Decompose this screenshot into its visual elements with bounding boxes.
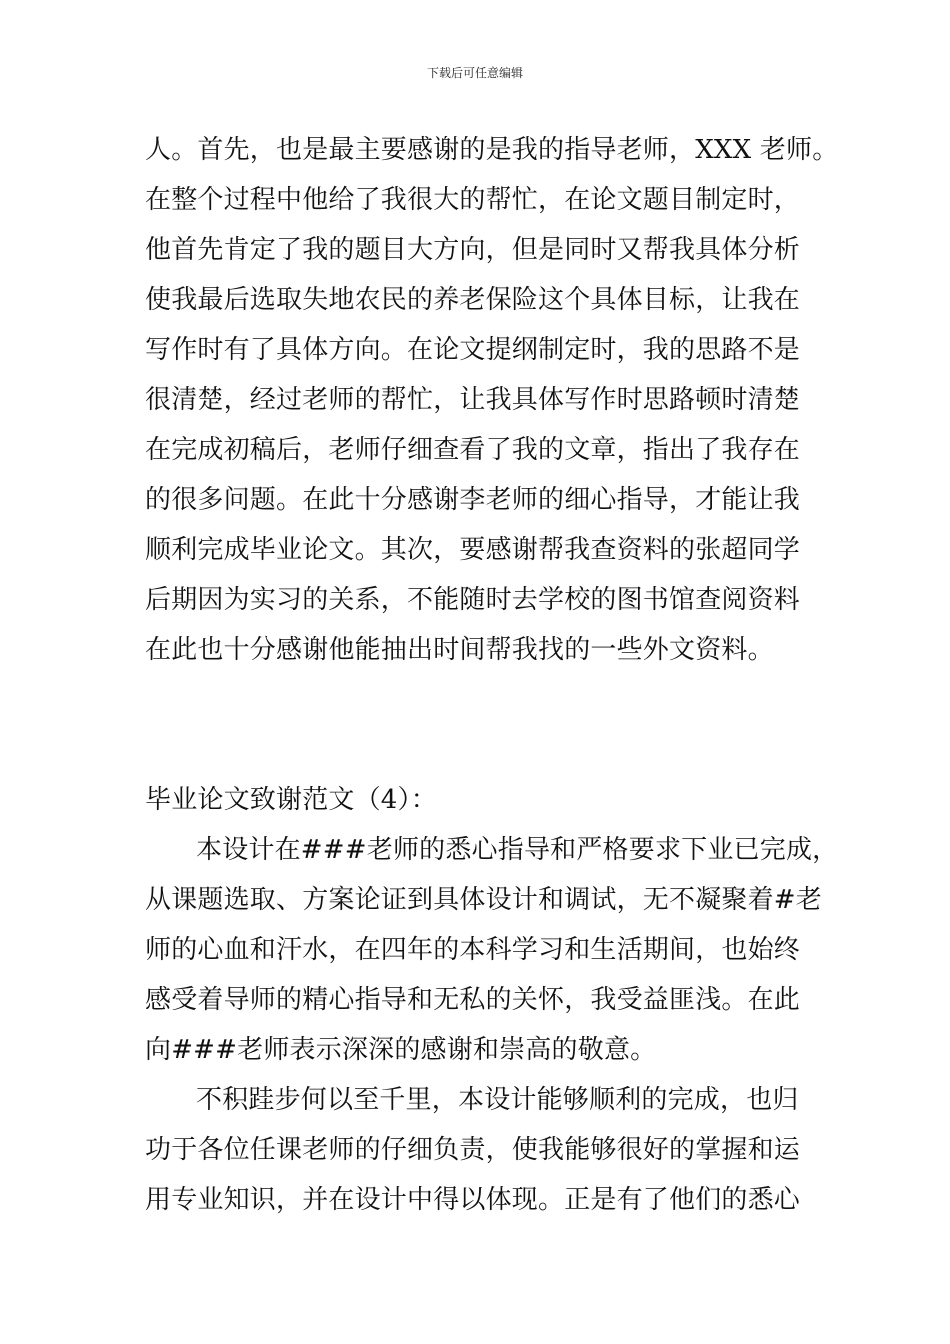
text-line: 感受着导师的精心指导和无私的关怀，我受益匪浅。在此 [145,985,801,1015]
text-line: 本设计在###老师的悉心指导和严格要求下业已完成， [196,835,839,865]
text-line: 功于各位任课老师的仔细负责，使我能够很好的掌握和运 [145,1135,801,1165]
text-line: 后期因为实习的关系，不能随时去学校的图书馆查阅资料 [145,585,801,615]
text-line: 从课题选取、方案论证到具体设计和调试，无不凝聚着#老 [145,885,822,915]
page-header: 下载后可任意编辑 [426,66,523,80]
text-line: 向###老师表示深深的感谢和崇高的敬意。 [145,1035,657,1065]
text-line: 顺利完成毕业论文。其次，要感谢帮我查资料的张超同学 [145,535,801,565]
text-line: 很清楚，经过老师的帮忙，让我具体写作时思路顿时清楚 [145,385,801,415]
text-line: 他首先肯定了我的题目大方向，但是同时又帮我具体分析 [145,235,801,265]
text-line: 在整个过程中他给了我很大的帮忙，在论文题目制定时， [145,185,801,215]
section-heading: 毕业论文致谢范文（4）： [145,785,437,815]
text-line: 在完成初稿后，老师仔细查看了我的文章，指出了我存在 [145,435,801,465]
text-line: 使我最后选取失地农民的养老保险这个具体目标，让我在 [145,285,801,315]
text-line: 师的心血和汗水，在四年的本科学习和生活期间，也始终 [145,935,801,965]
text-line: 人。首先，也是最主要感谢的是我的指导老师，XXX 老师。 [145,135,839,165]
text-line: 在此也十分感谢他能抽出时间帮我找的一些外文资料。 [145,635,774,665]
text-line: 用专业知识，并在设计中得以体现。正是有了他们的悉心 [145,1185,801,1215]
text-line: 的很多问题。在此十分感谢李老师的细心指导，才能让我 [145,485,801,515]
text-line: 不积跬步何以至千里，本设计能够顺利的完成，也归 [196,1085,799,1115]
text-line: 写作时有了具体方向。在论文提纲制定时，我的思路不是 [145,335,801,365]
